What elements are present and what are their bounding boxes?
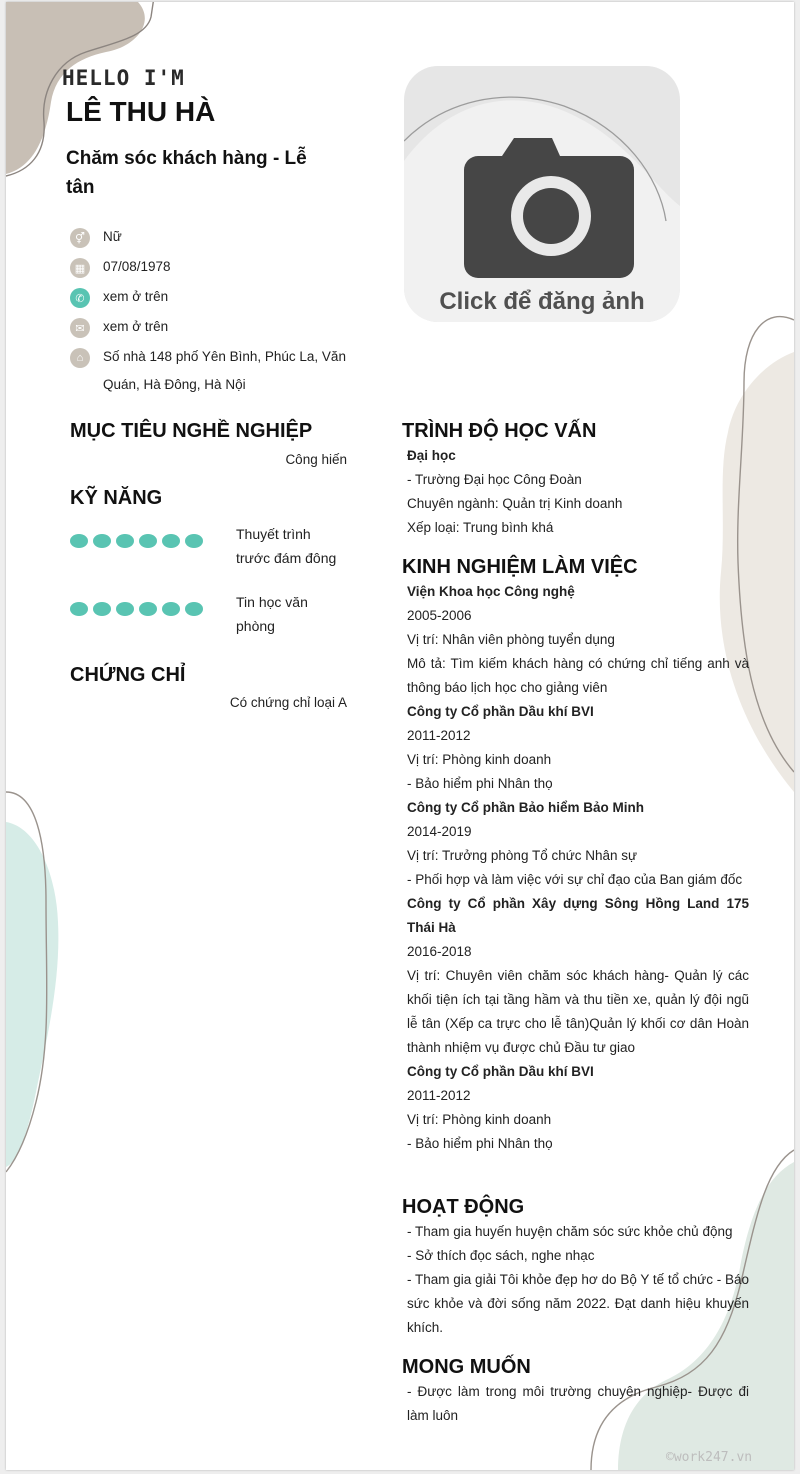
job-line: - Bảo hiểm phi Nhân thọ xyxy=(407,1136,553,1151)
activity-line: - Tham gia huyến huyện chăm sóc sức khỏe chủ động xyxy=(407,1224,733,1239)
resume-page xyxy=(6,2,794,1470)
gender-value: Nữ xyxy=(103,229,122,244)
activities-body xyxy=(407,1220,749,1340)
job-company: Viện Khoa học Công nghệ xyxy=(407,584,575,599)
job-period: 2014-2019 xyxy=(407,824,472,839)
education-major: Chuyên ngành: Quản trị Kinh doanh xyxy=(407,496,623,511)
info-email xyxy=(70,317,370,341)
skill-dot xyxy=(116,534,134,548)
education-school: - Trường Đại học Công Đoàn xyxy=(407,472,582,487)
phone-value[interactable]: xem ở trên xyxy=(103,289,169,304)
address-value: Số nhà 148 phố Yên Bình, Phúc La, Văn Quán, Hà Đông, Hà Nội xyxy=(103,349,346,392)
job-entry xyxy=(407,1060,749,1156)
home-icon: ⌂ xyxy=(70,348,90,368)
job-title: Chăm sóc khách hàng - Lễ tân xyxy=(66,148,307,198)
candidate-name: LÊ THU HÀ xyxy=(66,96,216,127)
skill-dot xyxy=(70,534,88,548)
wishes-title: MONG MUỐN xyxy=(402,1356,531,1378)
info-gender xyxy=(70,227,370,251)
job-entry xyxy=(407,796,749,892)
experience-body xyxy=(407,580,749,1156)
education-body xyxy=(407,444,749,540)
skill-rating-dots xyxy=(70,534,208,548)
photo-caption: Click để đăng ảnh xyxy=(439,288,645,315)
job-line: Vị trí: Nhân viên phòng tuyển dụng xyxy=(407,632,615,647)
phone-icon: ✆ xyxy=(70,288,90,308)
job-company: Công ty Cổ phần Dầu khí BVI xyxy=(407,704,594,719)
email-value[interactable]: xem ở trên xyxy=(103,319,169,334)
skill-dot xyxy=(185,534,203,548)
job-line: - Bảo hiểm phi Nhân thọ xyxy=(407,776,553,791)
activities-title: HOẠT ĐỘNG xyxy=(402,1196,525,1218)
activity-line: - Sở thích đọc sách, nghe nhạc xyxy=(407,1248,595,1263)
objective-text: Công hiến xyxy=(285,452,347,467)
job-entry xyxy=(407,580,749,700)
experience-title: KINH NGHIỆM LÀM VIỆC xyxy=(402,556,638,578)
education-degree: Đại học xyxy=(407,448,456,463)
job-line: - Phối hợp và làm việc với sự chỉ đạo của Ban giám đốc xyxy=(407,872,743,887)
birthday-value: 07/08/1978 xyxy=(103,259,171,274)
job-entry xyxy=(407,892,749,1060)
skill-dot xyxy=(185,602,203,616)
job-company: Công ty Cổ phần Dầu khí BVI xyxy=(407,1064,594,1079)
info-birthday xyxy=(70,257,370,281)
gender-icon: ⚥ xyxy=(70,228,90,248)
certificates-title: CHỨNG CHỈ xyxy=(70,664,186,686)
info-phone xyxy=(70,287,370,311)
education-rank: Xếp loại: Trung bình khá xyxy=(407,520,554,535)
skill-dot xyxy=(93,534,111,548)
skill-item xyxy=(70,522,350,572)
activity-line: - Tham gia giải Tôi khỏe đẹp hơ do Bộ Y tế tổ chức - Báo sức khỏe và đời sống năm 2022. Đạt danh hiệu khuyến khích. xyxy=(407,1272,749,1335)
job-line: Vị trí: Trưởng phòng Tổ chức Nhân sự xyxy=(407,848,638,863)
job-entry xyxy=(407,700,749,796)
job-period: 2016-2018 xyxy=(407,944,472,959)
camera-icon xyxy=(404,66,680,322)
photo-upload[interactable] xyxy=(404,66,680,322)
job-company: Công ty Cổ phần Bảo hiểm Bảo Minh xyxy=(407,800,644,815)
skill-label: Thuyết trình trước đám đông xyxy=(236,526,337,566)
objective-title: MỤC TIÊU NGHỀ NGHIỆP xyxy=(70,420,313,442)
certificates-text: Có chứng chỉ loại A xyxy=(229,695,347,710)
job-line: Vị trí: Chuyên viên chăm sóc khách hàng- Quản lý các khối tiện ích tại tầng hầm và thu tiền xe, quản lý đội ngũ lễ tân (Xếp ca trực cho lễ tân)Quản lý khối cơ dân Hoàn thành nhiệm vụ được chủ Đầu tư giao xyxy=(407,968,749,1055)
mail-icon: ✉ xyxy=(70,318,90,338)
skill-dot xyxy=(162,534,180,548)
skill-dot xyxy=(93,602,111,616)
skill-item xyxy=(70,590,350,640)
skill-dot xyxy=(70,602,88,616)
education-title: TRÌNH ĐỘ HỌC VẤN xyxy=(402,420,597,442)
skills-title: KỸ NĂNG xyxy=(70,487,163,509)
personal-info xyxy=(70,227,370,405)
skill-dot xyxy=(162,602,180,616)
cake-icon: ▦ xyxy=(70,258,90,278)
job-line: Mô tả: Tìm kiếm khách hàng có chứng chỉ tiếng anh và thông báo lịch học cho giảng viên xyxy=(407,656,749,695)
wishes-text: - Được làm trong môi trường chuyên nghiệp- Được đi làm luôn xyxy=(407,1384,749,1423)
skill-dot xyxy=(116,602,134,616)
job-period: 2005-2006 xyxy=(407,608,472,623)
info-address xyxy=(70,347,370,399)
skill-label: Tin học văn phòng xyxy=(236,594,308,634)
job-period: 2011-2012 xyxy=(407,1088,471,1103)
job-period: 2011-2012 xyxy=(407,728,471,743)
job-company: Công ty Cổ phần Xây dựng Sông Hồng Land 175 Thái Hà xyxy=(407,896,749,935)
skill-dot xyxy=(139,602,157,616)
watermark: ©work247.vn xyxy=(666,1450,753,1465)
job-line: Vị trí: Phòng kinh doanh xyxy=(407,752,552,767)
job-line: Vị trí: Phòng kinh doanh xyxy=(407,1112,552,1127)
skill-rating-dots xyxy=(70,602,208,616)
hello-label: HELLO I'M xyxy=(62,66,185,90)
skill-dot xyxy=(139,534,157,548)
